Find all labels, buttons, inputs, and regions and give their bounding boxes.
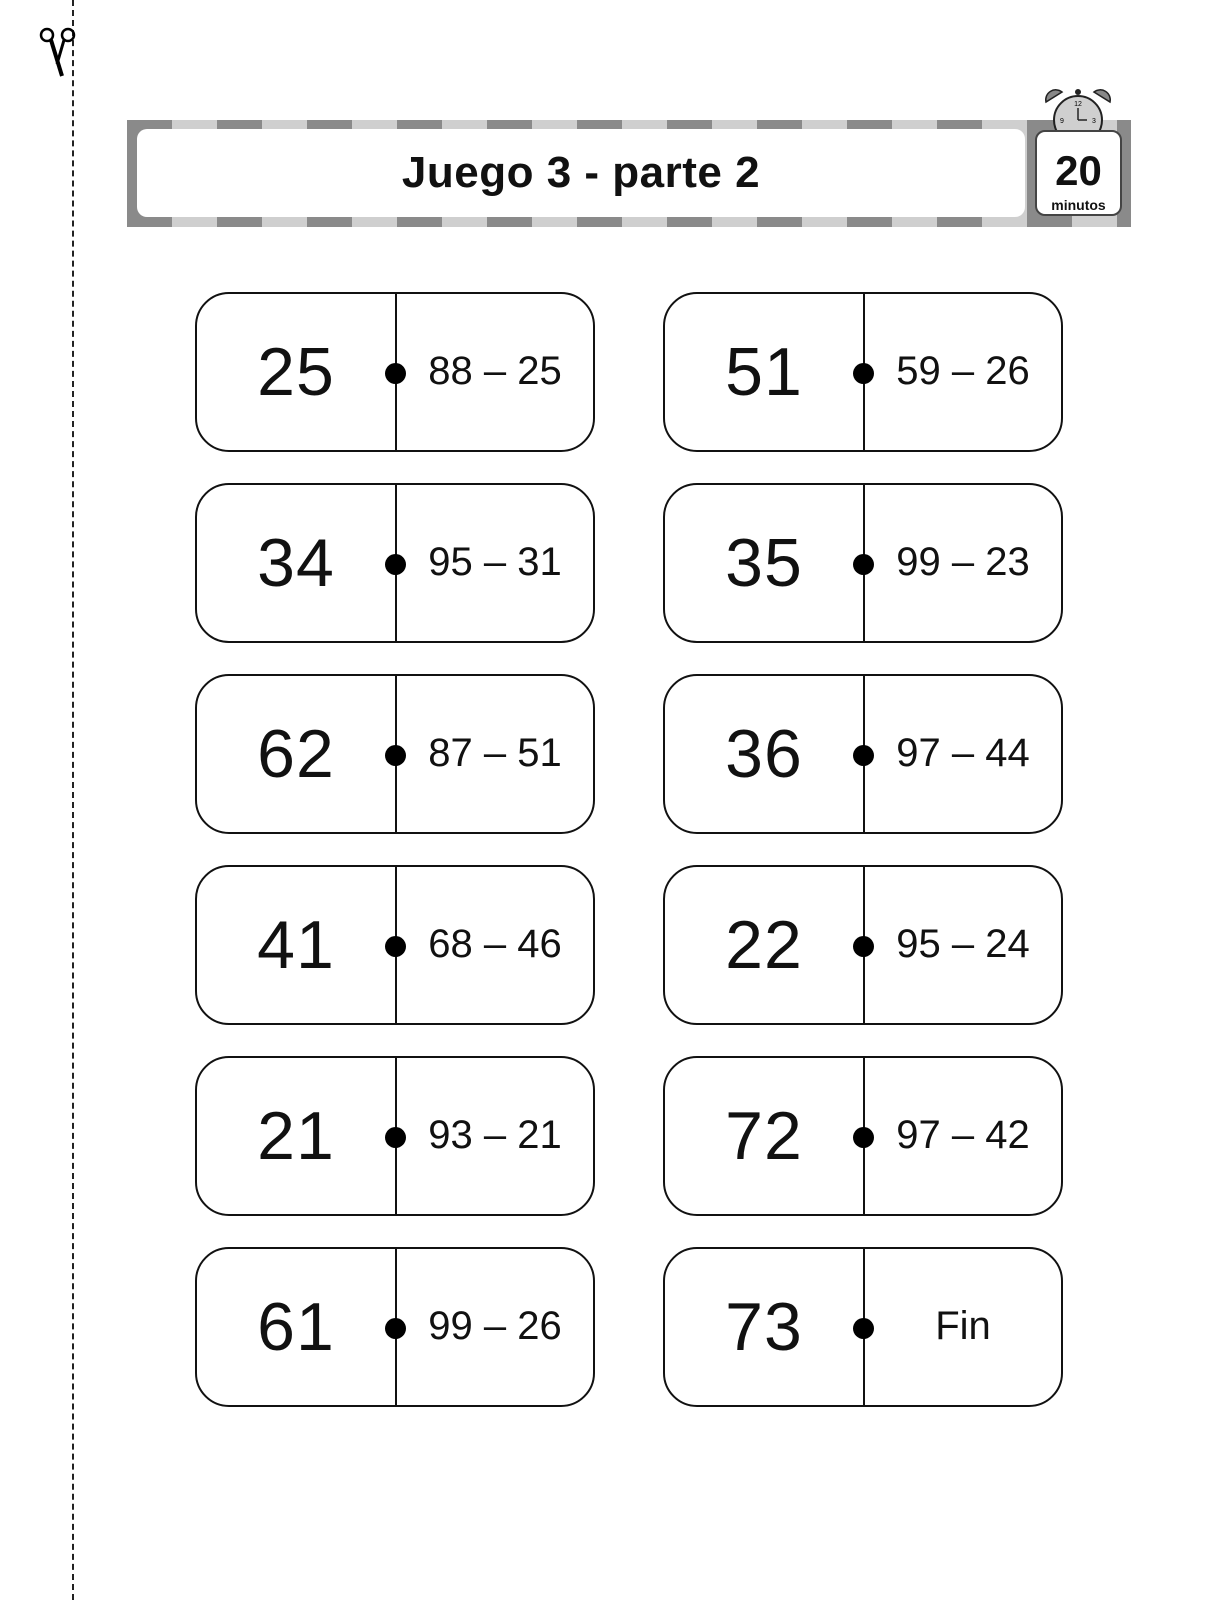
timer-badge	[1035, 130, 1122, 216]
domino-card[interactable]	[195, 483, 595, 643]
domino-question: 87 – 51	[428, 731, 562, 775]
domino-card[interactable]	[663, 865, 1063, 1025]
domino-card[interactable]	[663, 1056, 1063, 1216]
domino-answer: 61	[257, 1288, 335, 1365]
scissors-icon	[38, 24, 78, 80]
domino-answer: 41	[257, 906, 335, 983]
domino-question: 88 – 25	[428, 349, 562, 393]
header-title-box	[137, 129, 1025, 217]
domino-question: 95 – 31	[428, 540, 562, 584]
domino-answer: 25	[257, 333, 335, 410]
domino-card[interactable]	[195, 1056, 595, 1216]
timer-unit: minutos	[1051, 197, 1106, 213]
domino-question: 93 – 21	[428, 1113, 562, 1157]
domino-answer: 62	[257, 715, 335, 792]
page-title: Juego 3 - parte 2	[401, 148, 761, 197]
domino-card[interactable]	[663, 292, 1063, 452]
domino-question: 99 – 23	[896, 540, 1030, 584]
domino-question: 97 – 44	[896, 731, 1030, 775]
domino-question: 99 – 26	[428, 1304, 562, 1348]
domino-answer: 21	[257, 1097, 335, 1174]
domino-answer: 73	[725, 1288, 803, 1365]
domino-card[interactable]	[663, 483, 1063, 643]
domino-card[interactable]	[195, 674, 595, 834]
domino-answer: 36	[725, 715, 803, 792]
svg-text:9: 9	[1060, 118, 1064, 125]
domino-card[interactable]	[663, 674, 1063, 834]
domino-question: 68 – 46	[428, 922, 562, 966]
domino-card[interactable]	[663, 1247, 1063, 1407]
domino-card[interactable]	[195, 1247, 595, 1407]
domino-answer: 34	[257, 524, 335, 601]
domino-card[interactable]	[195, 865, 595, 1025]
domino-question: 59 – 26	[896, 349, 1030, 393]
domino-question: 97 – 42	[896, 1113, 1030, 1157]
svg-text:3: 3	[1092, 118, 1096, 125]
domino-answer: 72	[725, 1097, 803, 1174]
domino-answer: 22	[725, 906, 803, 983]
domino-question: 95 – 24	[896, 922, 1030, 966]
domino-question: Fin	[935, 1304, 991, 1348]
domino-answer: 51	[725, 333, 803, 410]
domino-answer: 35	[725, 524, 803, 601]
timer-value: 20	[1055, 147, 1102, 194]
domino-card[interactable]	[195, 292, 595, 452]
svg-text:12: 12	[1074, 101, 1082, 108]
cut-line	[72, 0, 74, 1600]
